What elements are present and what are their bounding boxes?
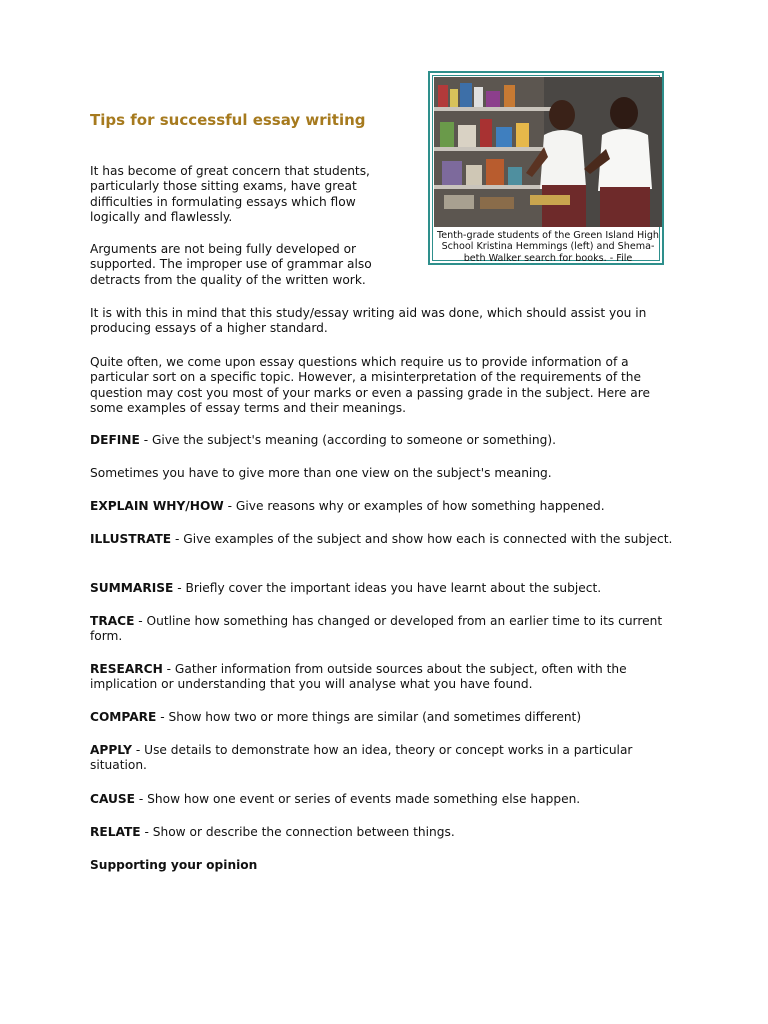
- apply-entry: [90, 743, 675, 774]
- essay-questions-paragraph: Quite often, we come upon essay questions which require us to provide information of a particular sort on a specific topic. However, a misinterpretation of the requirements of the question may cost you most of your marks or even a passing grade in the subject. Here are some examples of essay terms and their meanings.: [90, 355, 650, 415]
- apply-text: - Use details to demonstrate how an idea, theory or concept works in a particular situation.: [90, 743, 633, 773]
- define-term: DEFINE: [90, 433, 140, 447]
- summarise-term: SUMMARISE: [90, 581, 174, 595]
- illustrate-term: ILLUSTRATE: [90, 532, 172, 546]
- students-photo-graphic: [434, 77, 662, 227]
- illustrate-entry: [90, 532, 675, 547]
- research-entry: [90, 662, 675, 693]
- relate-text: - Show or describe the connection between things.: [140, 825, 455, 839]
- intro-paragraph: It has become of great concern that students, particularly those sitting exams, have great difficulties in formulating essays which flow logically and flawlessly.: [90, 164, 370, 224]
- illustrate-text: - Give examples of the subject and show how each is connected with the subject.: [171, 532, 673, 546]
- page-title: Tips for successful essay writing: [90, 111, 366, 129]
- summarise-text: - Briefly cover the important ideas you have learnt about the subject.: [173, 581, 602, 595]
- compare-text: - Show how two or more things are similar (and sometimes different): [156, 710, 582, 724]
- compare-term: COMPARE: [90, 710, 157, 724]
- define-entry: [90, 433, 675, 448]
- trace-entry: [90, 614, 675, 645]
- trace-term: TRACE: [90, 614, 135, 628]
- photo-figure: [428, 71, 664, 265]
- trace-text: - Outline how something has changed or developed from an earlier time to its current form.: [90, 614, 663, 644]
- compare-entry: [90, 710, 675, 725]
- cause-entry: [90, 792, 675, 807]
- photo-caption: Tenth-grade students of the Green Island High School Kristina Hemmings (left) and Shema-beth Walker search for books. - File: [436, 230, 660, 264]
- supporting-opinion-heading: Supporting your opinion: [90, 858, 258, 872]
- summarise-entry: [90, 581, 675, 596]
- figure-frame: [432, 75, 660, 264]
- research-text: - Gather information from outside sources about the subject, often with the implication or understanding that you will analyse what you have found.: [90, 662, 627, 692]
- arguments-paragraph: Arguments are not being fully developed or supported. The improper use of grammar also detracts from the quality of the written work.: [90, 242, 372, 287]
- relate-entry: [90, 825, 675, 840]
- apply-term: APPLY: [90, 743, 132, 757]
- cause-text: - Show how one event or series of events made something else happen.: [135, 792, 581, 806]
- explain-text: - Give reasons why or examples of how something happened.: [223, 499, 605, 513]
- students-photo: [434, 77, 662, 227]
- purpose-paragraph: It is with this in mind that this study/essay writing aid was done, which should assist you in producing essays of a higher standard.: [90, 306, 647, 336]
- relate-term: RELATE: [90, 825, 141, 839]
- define-text: - Give the subject's meaning (according to someone or something).: [139, 433, 556, 447]
- research-term: RESEARCH: [90, 662, 163, 676]
- explain-term: EXPLAIN WHY/HOW: [90, 499, 224, 513]
- sometimes-paragraph: Sometimes you have to give more than one view on the subject's meaning.: [90, 466, 552, 480]
- explain-entry: [90, 499, 675, 514]
- cause-term: CAUSE: [90, 792, 136, 806]
